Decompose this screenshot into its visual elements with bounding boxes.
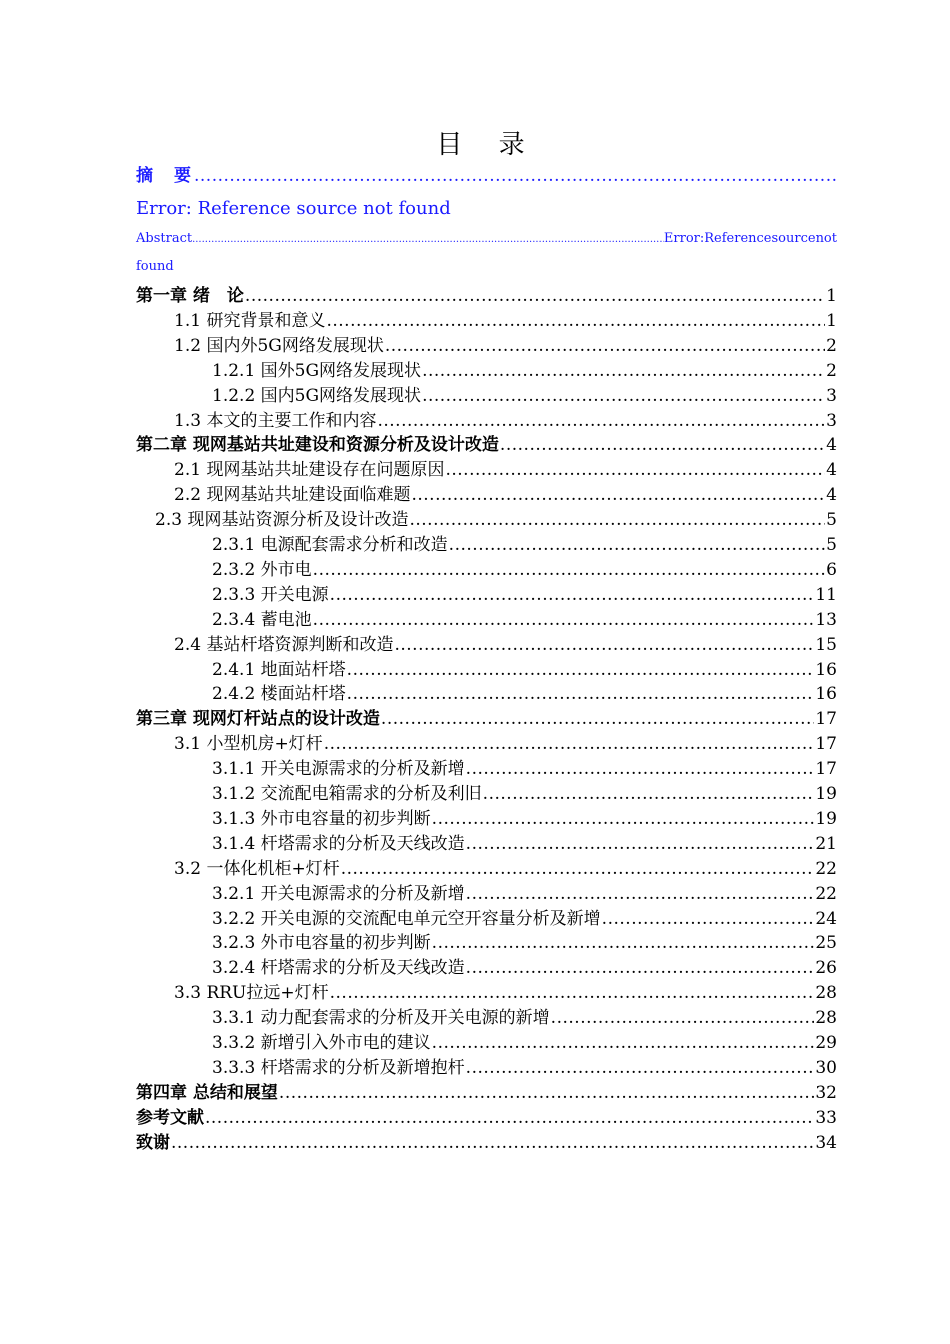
toc-entry[interactable] bbox=[136, 285, 837, 307]
toc-entry[interactable] bbox=[212, 908, 837, 930]
toc-entry-label: 3.2 一体化机柜+灯杆 bbox=[174, 858, 340, 879]
abstract-error-word: not bbox=[815, 231, 837, 246]
toc-entry[interactable] bbox=[212, 385, 837, 407]
toc-entry-label: 2.2 现网基站共址建设面临难题 bbox=[174, 485, 411, 506]
toc-page-number: 19 bbox=[815, 784, 837, 804]
toc-entry[interactable] bbox=[212, 559, 837, 581]
toc-entry-label: 2.4 基站杆塔资源判断和改造 bbox=[174, 634, 394, 655]
toc-entry-label: 1.2.2 国内5G网络发展现状 bbox=[212, 385, 422, 406]
toc-entry[interactable] bbox=[174, 459, 837, 481]
toc-leader bbox=[171, 1132, 814, 1154]
toc-entry-label: 3.2.3 外市电容量的初步判断 bbox=[212, 933, 431, 954]
toc-leader bbox=[411, 484, 825, 506]
toc-entry[interactable] bbox=[212, 808, 837, 830]
toc-entry-label: 2.3.4 蓄电池 bbox=[212, 609, 312, 630]
toc-leader bbox=[313, 609, 815, 631]
toc-title: 目 录 bbox=[436, 130, 539, 160]
abstract-error-word: Error: bbox=[663, 231, 705, 246]
toc-page-number: 17 bbox=[815, 734, 837, 755]
toc-entry[interactable] bbox=[155, 509, 837, 531]
toc-entry-label: 3.2.1 开关电源需求的分析及新增 bbox=[212, 883, 465, 904]
toc-page-number: 2 bbox=[826, 335, 837, 356]
toc-page-number: 15 bbox=[815, 634, 837, 655]
toc-leader bbox=[394, 634, 814, 656]
toc-entry-label: 3.1.3 外市电容量的初步判断 bbox=[212, 808, 431, 829]
toc-entry[interactable] bbox=[174, 335, 837, 357]
toc-entry-label: 1.2.1 国外5G网络发展现状 bbox=[212, 360, 422, 381]
toc-page-number: 5 bbox=[826, 535, 837, 555]
toc-entry-label: 3.3.3 杆塔需求的分析及新增抱杆 bbox=[212, 1057, 465, 1078]
toc-leader bbox=[313, 559, 826, 581]
toc-leader bbox=[466, 758, 815, 780]
toc-leader bbox=[445, 459, 825, 481]
toc-leader bbox=[432, 1032, 815, 1054]
toc-page-number: 28 bbox=[815, 983, 837, 1004]
toc-entry[interactable] bbox=[212, 783, 837, 805]
toc-leader bbox=[483, 783, 815, 805]
toc-leader bbox=[245, 285, 825, 307]
toc-page-number: 19 bbox=[815, 808, 837, 829]
toc-entry[interactable] bbox=[212, 833, 837, 855]
toc-leader bbox=[602, 908, 815, 930]
toc-leader bbox=[377, 410, 825, 432]
toc-entry-label: 2.3 现网基站资源分析及设计改造 bbox=[155, 510, 409, 531]
toc-entry-label: 第三章 现网灯杆站点的设计改造 bbox=[136, 709, 380, 730]
toc-entry-label: 1.3 本文的主要工作和内容 bbox=[174, 410, 377, 431]
toc-page-number: 2 bbox=[826, 360, 837, 381]
toc-leader bbox=[324, 733, 815, 755]
toc-entry[interactable] bbox=[212, 584, 837, 606]
toc-entry-label: 1.2 国内外5G网络发展现状 bbox=[174, 335, 384, 356]
toc-entry-label: 2.4.2 楼面站杆塔 bbox=[212, 684, 346, 705]
toc-leader bbox=[347, 659, 815, 681]
toc-error-tail[interactable] bbox=[136, 259, 837, 275]
toc-entry-label: 致谢 bbox=[136, 1132, 170, 1153]
toc-page-number: 22 bbox=[815, 858, 837, 879]
toc-leader bbox=[381, 708, 814, 730]
toc-page-number: 24 bbox=[815, 908, 837, 929]
toc-page-number: 13 bbox=[815, 609, 837, 630]
toc-entry-label: 摘 要 bbox=[136, 166, 193, 186]
toc-page-number: 11 bbox=[815, 584, 837, 605]
toc-page-number: 1 bbox=[826, 286, 837, 306]
toc-leader bbox=[551, 1007, 815, 1029]
toc-entry-label: 3.3 RRU拉远+灯杆 bbox=[174, 983, 329, 1004]
toc-entry-label: 3.1.2 交流配电箱需求的分析及利旧 bbox=[212, 784, 482, 804]
toc-entry[interactable] bbox=[212, 758, 837, 780]
toc-leader bbox=[341, 858, 815, 880]
error-text: Error: Reference source not found bbox=[136, 198, 451, 219]
toc-leader bbox=[330, 982, 815, 1004]
toc-page-number: 22 bbox=[815, 883, 837, 904]
toc-entry[interactable] bbox=[212, 534, 837, 556]
toc-leader bbox=[326, 310, 825, 332]
toc-leader bbox=[409, 509, 825, 531]
abstract-error-word: source bbox=[771, 231, 816, 246]
toc-entry-label: 第四章 总结和展望 bbox=[136, 1082, 278, 1103]
toc-entry[interactable] bbox=[136, 708, 837, 730]
toc-entry[interactable] bbox=[136, 434, 837, 456]
toc-entry-label: 第一章 绪 论 bbox=[136, 286, 244, 306]
toc-entry[interactable] bbox=[136, 1107, 837, 1129]
toc-page-number: 32 bbox=[815, 1082, 837, 1103]
toc-page-number: 3 bbox=[826, 410, 837, 431]
toc-entry[interactable] bbox=[174, 858, 837, 880]
toc-page-number: 3 bbox=[826, 385, 837, 406]
toc-page-number: 34 bbox=[815, 1132, 837, 1153]
toc-entry-label: 3.3.1 动力配套需求的分析及开关电源的新增 bbox=[212, 1008, 550, 1029]
toc-error-reference[interactable] bbox=[136, 198, 837, 220]
toc-leader bbox=[194, 165, 836, 187]
toc-leader bbox=[500, 434, 825, 456]
toc-entry[interactable] bbox=[212, 957, 837, 979]
toc-entry[interactable] bbox=[212, 360, 837, 382]
toc-leader bbox=[466, 1057, 815, 1079]
toc-entry-label: 3.1.1 开关电源需求的分析及新增 bbox=[212, 759, 465, 780]
toc-entry-label: 参考文献 bbox=[136, 1107, 204, 1128]
toc-page-number: 21 bbox=[815, 833, 837, 854]
toc-leader bbox=[279, 1082, 814, 1104]
toc-leader bbox=[466, 957, 815, 979]
toc-entry-label: 3.2.2 开关电源的交流配电单元空开容量分析及新增 bbox=[212, 908, 601, 929]
toc-entry-label: Abstract bbox=[136, 231, 193, 246]
toc-entry[interactable] bbox=[174, 310, 837, 332]
toc-entry-label: 3.2.4 杆塔需求的分析及天线改造 bbox=[212, 958, 465, 979]
toc-entry[interactable] bbox=[174, 410, 837, 432]
toc-entry[interactable] bbox=[212, 1057, 837, 1079]
toc-leader bbox=[466, 833, 815, 855]
toc-entry-label: 2.3.2 外市电 bbox=[212, 559, 312, 580]
toc-entry[interactable] bbox=[174, 982, 837, 1004]
toc-page-number: 29 bbox=[815, 1033, 837, 1053]
toc-entry[interactable] bbox=[174, 634, 837, 656]
toc-entry[interactable] bbox=[212, 1007, 837, 1029]
toc-entry-zhaiyao[interactable] bbox=[136, 165, 837, 187]
toc-leader bbox=[422, 385, 825, 407]
toc-entry-abstract[interactable] bbox=[136, 231, 837, 248]
toc-page-number: 17 bbox=[815, 759, 837, 780]
toc-entry[interactable] bbox=[136, 1132, 837, 1154]
toc-page-number: 1 bbox=[826, 310, 837, 331]
toc-entry-label: 3.1.4 杆塔需求的分析及天线改造 bbox=[212, 833, 465, 854]
toc-page-number: 16 bbox=[815, 659, 837, 680]
toc-page-number: 4 bbox=[826, 435, 837, 456]
toc-entry[interactable] bbox=[212, 883, 837, 905]
toc-entry[interactable] bbox=[136, 1082, 837, 1104]
error-text: found bbox=[136, 259, 174, 274]
toc-entry-label: 2.4.1 地面站杆塔 bbox=[212, 659, 346, 680]
toc-page-number: 30 bbox=[815, 1057, 837, 1078]
toc-leader bbox=[432, 932, 815, 954]
toc-page-number: 5 bbox=[826, 510, 837, 531]
toc-page-number: 25 bbox=[815, 933, 837, 954]
toc-entry[interactable] bbox=[174, 733, 837, 755]
toc-page-number: 16 bbox=[815, 684, 837, 705]
toc-page-number: 28 bbox=[815, 1008, 837, 1029]
toc-page-number: 26 bbox=[815, 958, 837, 979]
toc-leader bbox=[422, 360, 825, 382]
toc-entry[interactable] bbox=[212, 1032, 837, 1054]
toc-entry-label: 3.1 小型机房+灯杆 bbox=[174, 734, 323, 755]
abstract-error-words bbox=[664, 231, 837, 247]
toc-leader bbox=[192, 231, 664, 248]
toc-entry-label: 2.1 现网基站共址建设存在问题原因 bbox=[174, 460, 445, 481]
toc-leader bbox=[205, 1107, 814, 1129]
toc-entry-label: 2.3.1 电源配套需求分析和改造 bbox=[212, 535, 448, 555]
toc-page-number: 33 bbox=[815, 1107, 837, 1128]
toc-entry[interactable] bbox=[212, 609, 837, 631]
toc-page-number: 4 bbox=[826, 485, 837, 506]
toc-page-number: 6 bbox=[826, 559, 837, 580]
toc-page-number: 17 bbox=[815, 709, 837, 730]
toc-leader bbox=[432, 808, 815, 830]
toc-entry-label: 1.1 研究背景和意义 bbox=[174, 310, 326, 331]
toc-entry-label: 2.3.3 开关电源 bbox=[212, 584, 329, 605]
toc-page-number: 4 bbox=[826, 460, 837, 481]
toc-entry-label: 第二章 现网基站共址建设和资源分析及设计改造 bbox=[136, 435, 499, 456]
toc-entry[interactable] bbox=[212, 683, 837, 705]
toc-leader bbox=[347, 683, 815, 705]
toc-entry-label: 3.3.2 新增引入外市电的建议 bbox=[212, 1033, 431, 1053]
toc-leader bbox=[466, 883, 815, 905]
toc-entry[interactable] bbox=[212, 932, 837, 954]
toc-entry[interactable] bbox=[174, 484, 837, 506]
abstract-error-word: Reference bbox=[704, 231, 772, 246]
toc-leader bbox=[330, 584, 815, 606]
toc-leader bbox=[449, 534, 826, 556]
toc-entry[interactable] bbox=[212, 659, 837, 681]
toc-leader bbox=[385, 335, 825, 357]
